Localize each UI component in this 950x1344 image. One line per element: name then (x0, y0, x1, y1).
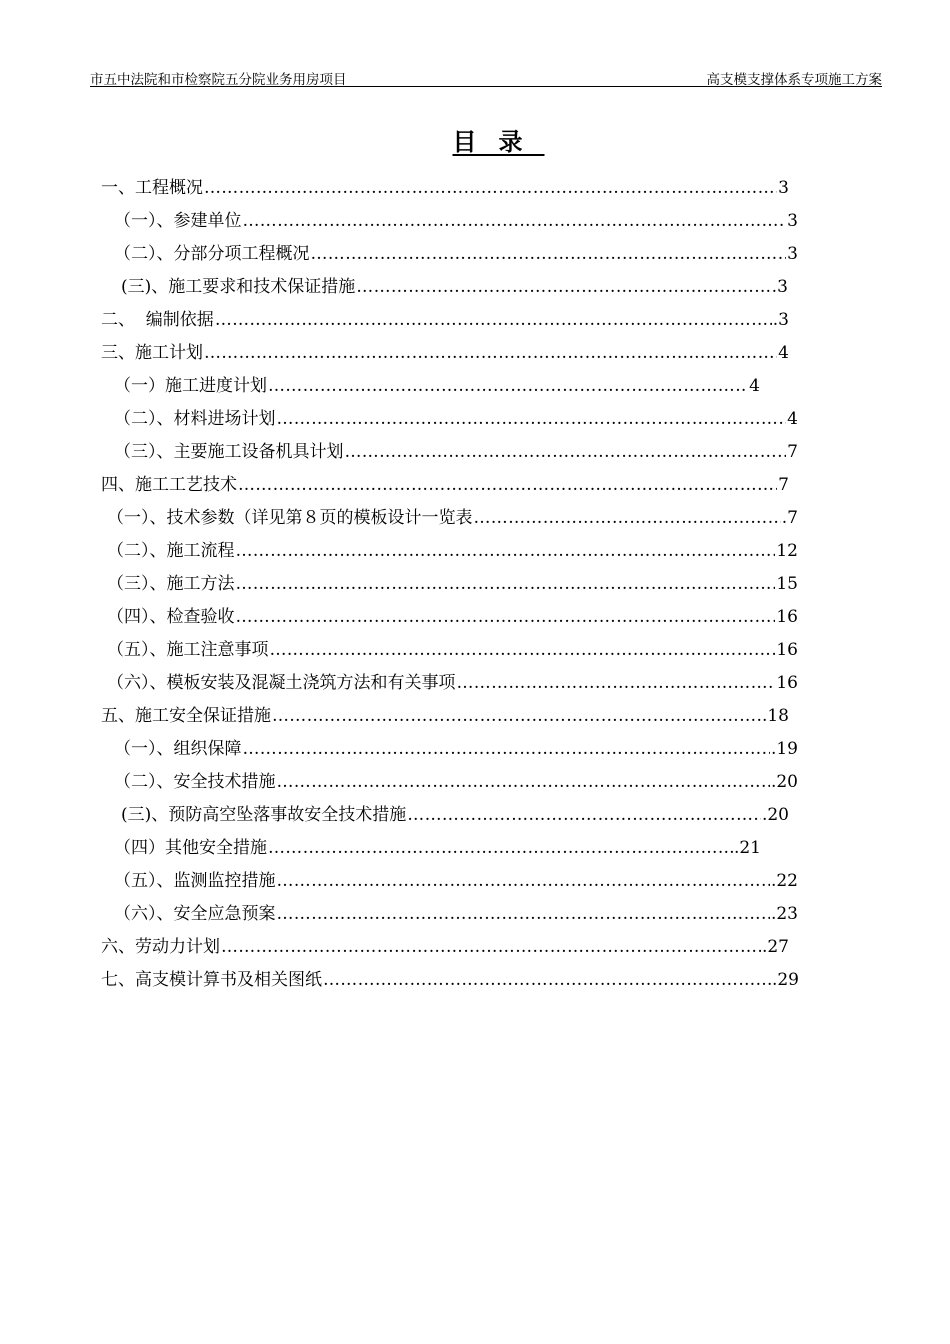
toc-entry-label: (三)、施工要求和技术保证措施 (121, 277, 356, 297)
toc-leader-dots (204, 172, 777, 204)
toc-leader-dots (268, 370, 748, 402)
toc-entry-page: 16 (776, 607, 798, 627)
toc-entry[interactable] (107, 667, 798, 699)
toc-entry-label: 三、施工计划 (101, 343, 203, 363)
toc-leader-dots (238, 469, 777, 501)
toc-leader-dots (270, 634, 776, 666)
toc-leader-dots (268, 832, 733, 864)
toc-leader-dots (236, 601, 776, 633)
toc-entry[interactable] (114, 832, 761, 864)
toc-entry-page: 12 (776, 541, 798, 561)
toc-leader-dots (277, 898, 770, 930)
toc-entry-page: 7 (787, 442, 798, 462)
toc-entry-page: 16 (776, 673, 798, 693)
toc-entry[interactable] (107, 634, 798, 666)
toc-entry-page: .18 (761, 706, 789, 726)
toc-entry[interactable] (107, 535, 798, 567)
toc-entry-label: （二）、材料进场计划 (114, 409, 276, 429)
toc-entry[interactable] (121, 799, 789, 831)
toc-entry-page: 3 (777, 277, 788, 297)
toc-entry[interactable] (114, 205, 798, 237)
page-header (90, 66, 882, 87)
header-project-name: 市五中法院和市检察院五分院业务用房项目 (90, 72, 347, 88)
toc-entry-label: （三）、施工方法 (107, 574, 235, 594)
toc-entry-page: .29 (771, 970, 799, 990)
toc-entry[interactable] (101, 964, 799, 996)
toc-entry-page: .19 (770, 739, 798, 759)
toc-title-text: 目录 (452, 127, 545, 156)
toc-entry-label: （四）其他安全措施 (114, 838, 267, 858)
toc-title (0, 122, 950, 157)
toc-entry[interactable] (121, 271, 788, 303)
toc-entry[interactable] (101, 304, 789, 336)
toc-entry-page: 3 (787, 211, 798, 231)
toc-entry-label: （六）、安全应急预案 (114, 904, 276, 924)
toc-entry-page: 4 (749, 376, 760, 396)
toc-entry-label: （二）、安全技术措施 (114, 772, 276, 792)
toc-entry-label: （四）、检查验收 (107, 607, 235, 627)
toc-entry[interactable] (114, 436, 798, 468)
toc-leader-dots (345, 436, 787, 468)
toc-entry[interactable] (114, 733, 798, 765)
toc-leader-dots (407, 799, 761, 831)
toc-entry-page: 15 (776, 574, 798, 594)
toc-entry-label: (三)、预防高空坠落事故安全技术措施 (121, 805, 407, 825)
toc-entry-page: 4 (787, 409, 798, 429)
toc-entry[interactable] (114, 766, 798, 798)
toc-entry-page: 16 (776, 640, 798, 660)
toc-leader-dots (272, 700, 761, 732)
toc-entry-label: 一、工程概况 (101, 178, 203, 198)
toc-entry[interactable] (101, 931, 789, 963)
toc-leader-dots (356, 271, 776, 303)
toc-entry-label: （二）、施工流程 (107, 541, 235, 561)
toc-entry-page: .22 (770, 871, 798, 891)
toc-entry-page: .27 (761, 937, 789, 957)
toc-leader-dots (277, 766, 770, 798)
toc-leader-dots (243, 205, 787, 237)
toc-entry-label: （二）、分部分项工程概况 (114, 244, 310, 264)
toc-entry-label: （一）、参建单位 (114, 211, 242, 231)
toc-leader-dots (277, 403, 787, 435)
toc-entry-page: .3 (772, 310, 789, 330)
toc-entry-page: 3 (778, 178, 789, 198)
toc-entry-label: （一）、技术参数（详见第８页的模板设计一览表 (107, 508, 473, 528)
toc-leader-dots (243, 733, 770, 765)
toc-entry-label: 二、 编制依据 (101, 310, 214, 330)
toc-entry-page: .20 (761, 805, 789, 825)
toc-entry-page: .20 (770, 772, 798, 792)
toc-entry[interactable] (114, 898, 798, 930)
toc-entry[interactable] (114, 865, 798, 897)
toc-entry[interactable] (107, 502, 798, 534)
toc-leader-dots (323, 964, 771, 996)
toc-leader-dots (204, 337, 777, 369)
header-document-title: 高支模支撑体系专项施工方案 (706, 72, 882, 88)
toc-entry[interactable] (114, 370, 760, 402)
toc-entry-label: （一）、组织保障 (114, 739, 242, 759)
toc-leader-dots (221, 931, 761, 963)
toc-leader-dots (277, 865, 770, 897)
toc-leader-dots (457, 667, 776, 699)
toc-entry[interactable] (101, 337, 789, 369)
toc-leader-dots (311, 238, 787, 270)
toc-leader-dots (236, 535, 776, 567)
toc-entry[interactable] (114, 238, 798, 270)
toc-entry-page: .7 (781, 508, 798, 528)
toc-entry[interactable] (107, 568, 798, 600)
toc-entry-label: （六）、模板安装及混凝土浇筑方法和有关事项 (107, 673, 456, 693)
toc-entry[interactable] (101, 172, 789, 204)
toc-entry-page: .23 (770, 904, 798, 924)
toc-entry-page: 7 (778, 475, 789, 495)
toc-entry-label: 七、高支模计算书及相关图纸 (101, 970, 322, 990)
toc-entry-label: 四、施工工艺技术 (101, 475, 237, 495)
toc-entry-page: 3 (787, 244, 798, 264)
toc-entry-label: （五）、监测监控措施 (114, 871, 276, 891)
toc-leader-dots (474, 502, 781, 534)
toc-entry[interactable] (101, 469, 789, 501)
toc-entry-label: （一）施工进度计划 (114, 376, 267, 396)
toc-entry-label: （五）、施工注意事项 (107, 640, 269, 660)
toc-entry[interactable] (107, 601, 798, 633)
toc-leader-dots (215, 304, 772, 336)
toc-entry-label: （三）、主要施工设备机具计划 (114, 442, 344, 462)
toc-entry-page: 4 (778, 343, 789, 363)
toc-entry-page: .21 (733, 838, 761, 858)
toc-leader-dots (236, 568, 776, 600)
toc-entry-label: 六、劳动力计划 (101, 937, 220, 957)
toc-entry-label: 五、施工安全保证措施 (101, 706, 271, 726)
toc-entry[interactable] (101, 700, 789, 732)
toc-entry[interactable] (114, 403, 798, 435)
